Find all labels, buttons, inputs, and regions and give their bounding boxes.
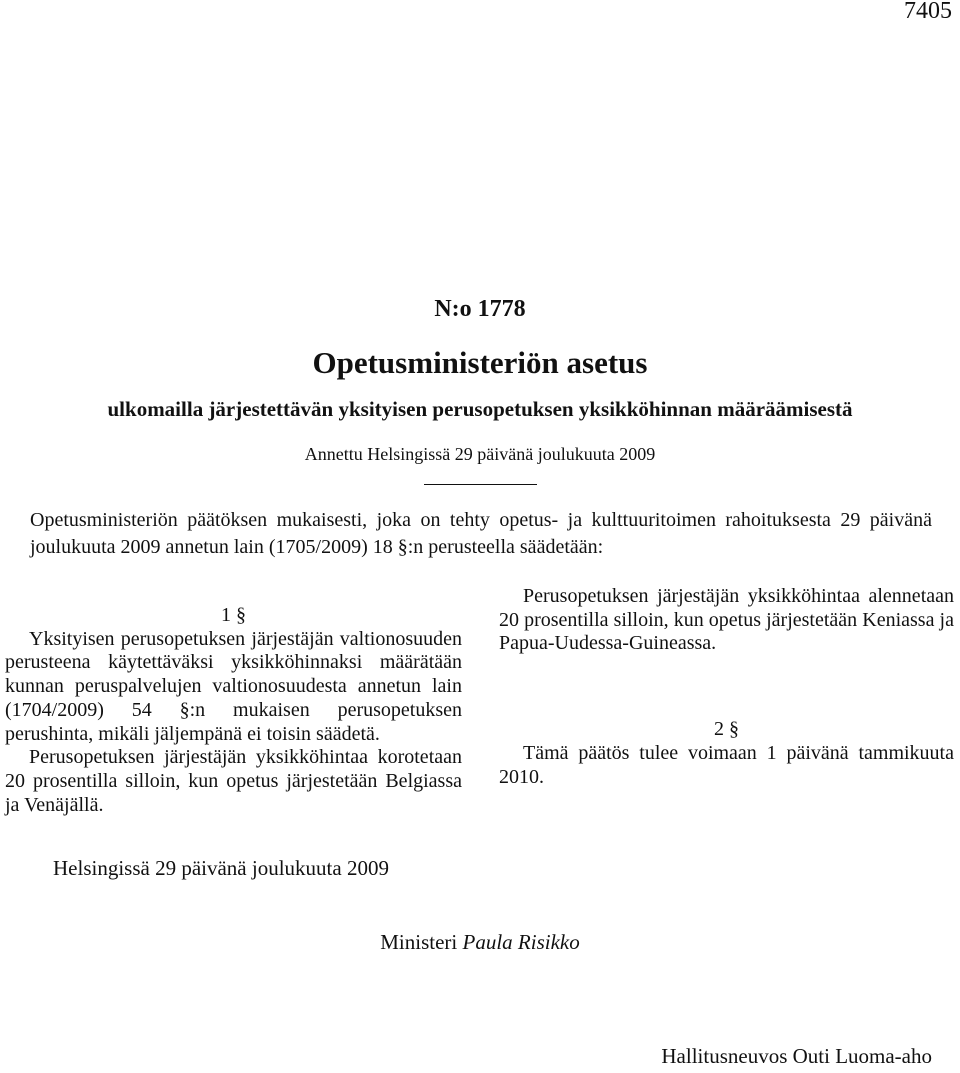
document-subtitle: ulkomailla järjestettävän yksityisen perusopetuksen yksikköhinnan määräämisestä bbox=[107, 397, 853, 421]
section-1-paragraph-3: Perusopetuksen järjestäjän yksikköhintaa alennetaan 20 prosentilla silloin, kun opetus järjestetään Keniassa ja Papua-Uudessa-Guineassa. bbox=[499, 585, 954, 655]
left-column bbox=[5, 604, 462, 817]
document-title: Opetusministeriön asetus bbox=[312, 345, 648, 380]
signature-block bbox=[0, 930, 960, 955]
issued-line: Annettu Helsingissä 29 päivänä joulukuuta 2009 bbox=[304, 444, 656, 464]
section-1-heading: 1 § bbox=[221, 604, 246, 626]
right-column bbox=[499, 585, 954, 789]
preamble bbox=[30, 507, 932, 561]
countersignature: Hallitusneuvos Outi Luoma-aho bbox=[661, 1044, 932, 1068]
title-divider bbox=[424, 484, 537, 485]
place-and-date: Helsingissä 29 päivänä joulukuuta 2009 bbox=[53, 856, 389, 880]
signature-role: Ministeri bbox=[380, 930, 458, 954]
preamble-text: Opetusministeriön päätöksen mukaisesti, joka on tehty opetus- ja kulttuuritoimen rahoituksesta 29 päivänä joulukuuta 2009 annetun lain (1705/2009) 18 §:n perusteella säädetään: bbox=[30, 509, 932, 558]
statute-number: N:o 1778 bbox=[434, 296, 526, 322]
section-1-paragraph-2: Perusopetuksen järjestäjän yksikköhintaa korotetaan 20 prosentilla silloin, kun opetus järjestetään Belgiassa ja Venäjällä. bbox=[5, 746, 462, 816]
section-1-paragraph-1: Yksityisen perusopetuksen järjestäjän valtionosuuden perusteena käytettäväksi yksikköhinnaksi määrätään kunnan peruspalvelujen valtionosuudesta annetun lain (1704/2009) 54 §:n mukaisen perusopetuksen perushinta, mikäli jäljempänä ei toisin säädetä. bbox=[5, 627, 462, 745]
signature-name: Paula Risikko bbox=[462, 930, 580, 954]
page-number: 7405 bbox=[904, 0, 952, 24]
section-2-paragraph-1: Tämä päätös tulee voimaan 1 päivänä tammikuuta 2010. bbox=[499, 741, 954, 788]
section-2-heading: 2 § bbox=[714, 718, 739, 741]
